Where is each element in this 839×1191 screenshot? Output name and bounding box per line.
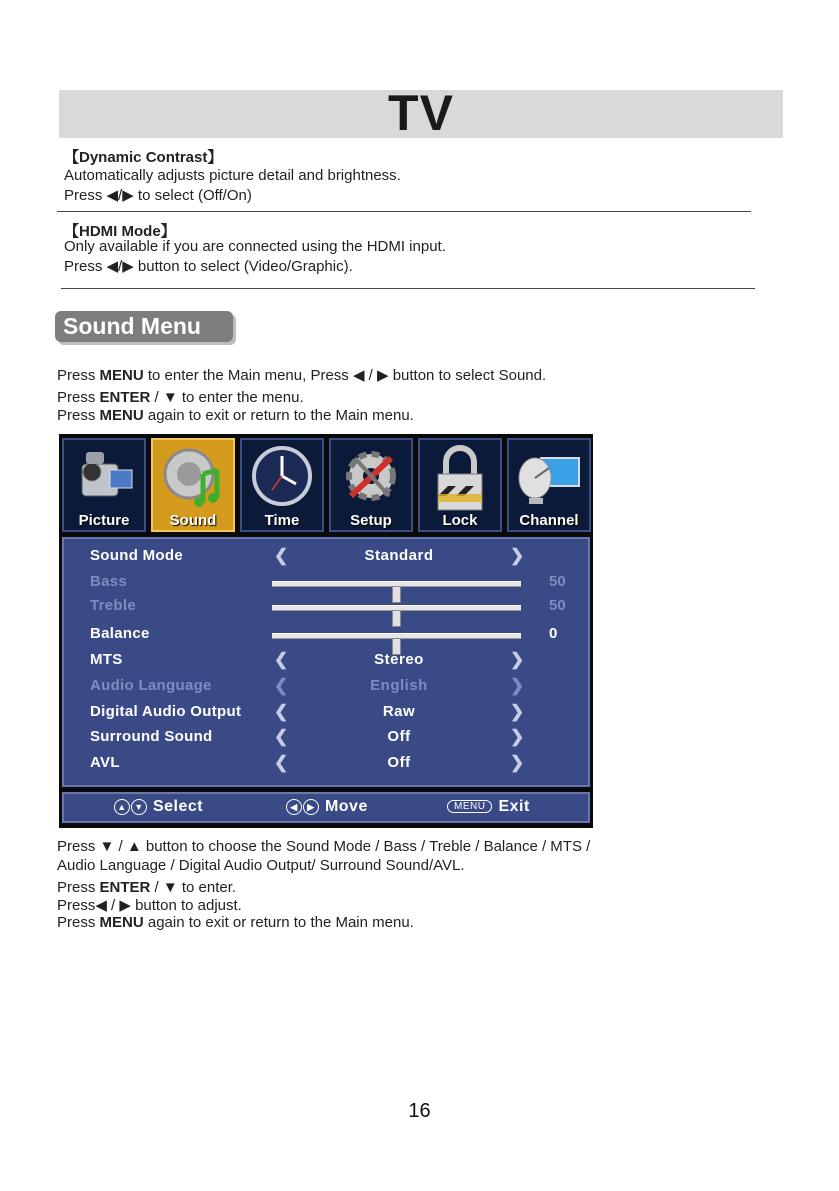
setting-value: Off [387,754,411,771]
banner-title: TV [388,85,454,141]
setting-label: AVL [90,754,120,771]
chevron-right-icon[interactable]: ❯ [510,650,525,669]
intro-line-1: Press MENU to enter the Main menu, Press ◀ / ▶ button to select Sound. [57,367,547,384]
bass-slider[interactable] [272,581,521,587]
instruction-line-2: Audio Language / Digital Audio Output/ Surround Sound/AVL. [57,857,465,874]
chevron-left-icon[interactable]: ❮ [274,727,289,746]
tab-label: Sound [169,512,217,529]
setting-label: Balance [90,625,150,642]
chevron-right-icon[interactable]: ❯ [510,702,525,721]
divider [61,288,755,289]
chevron-left-icon[interactable]: ❮ [274,546,289,565]
setting-label: MTS [90,651,123,668]
right-arrow-icon: ▶ [303,799,319,815]
tab-channel[interactable] [507,438,591,532]
instruction-line-3: Press ENTER / ▼ to enter. [57,879,237,896]
setting-row-digital-audio-output[interactable] [64,701,588,725]
tab-label: Lock [442,512,478,529]
up-arrow-icon: ▲ [114,799,130,815]
tab-lock[interactable] [418,438,502,532]
dynamic-contrast-desc: Automatically adjusts picture detail and brightness. [64,167,401,184]
setting-label: Audio Language [90,677,212,694]
left-arrow-icon: ◀ [286,799,302,815]
menu-tab-bar [62,438,590,532]
chevron-right-icon[interactable]: ❯ [510,753,525,772]
balance-slider[interactable] [272,633,521,639]
instruction-line-5: Press MENU again to exit or return to the Main menu. [57,914,414,931]
setting-label: Surround Sound [90,728,213,745]
setting-label: Digital Audio Output [90,703,242,720]
down-arrow-icon: ▼ [131,799,147,815]
setting-label: Treble [90,597,136,614]
chevron-right-icon[interactable]: ❯ [510,546,525,565]
setting-row-mts[interactable] [64,649,588,673]
intro-line-2: Press ENTER / ▼ to enter the menu. [57,389,304,406]
tab-label: Picture [78,512,130,529]
tab-sound[interactable] [151,438,235,532]
setting-value: 50 [549,573,566,590]
setting-label: Bass [90,573,128,590]
tab-label: Setup [350,512,392,529]
chevron-left-icon[interactable]: ❮ [274,702,289,721]
hint-exit: MENU Exit [447,798,530,816]
satellite-dish-icon [515,444,585,514]
setting-value: Standard [364,547,434,564]
setting-value: Off [387,728,411,745]
tab-time[interactable] [240,438,324,532]
instruction-line-4: Press◀ / ▶ button to adjust. [57,897,242,914]
hint-select: ▲ ▼ Select [114,798,203,816]
page-banner [59,85,783,141]
divider [57,211,751,212]
setting-row-surround-sound[interactable] [64,726,588,750]
setting-value: 50 [549,597,566,614]
tab-picture[interactable] [62,438,146,532]
setting-row-treble[interactable] [64,595,588,619]
camcorder-icon [70,444,140,514]
setting-value: English [370,677,428,694]
hdmi-mode-instr: Press ◀/▶ button to select (Video/Graphic). [64,258,353,275]
gear-tools-icon [337,444,407,514]
chevron-right-icon[interactable]: ❯ [510,676,525,695]
dynamic-contrast-instr: Press ◀/▶ to select (Off/On) [64,187,252,204]
chevron-right-icon[interactable]: ❯ [510,727,525,746]
hdmi-mode-desc: Only available if you are connected using the HDMI input. [64,238,446,255]
dynamic-contrast-heading: 【Dynamic Contrast】 [64,149,223,166]
setting-value: Raw [382,703,416,720]
intro-line-3: Press MENU again to exit or return to the Main menu. [57,407,414,424]
tab-label: Channel [519,512,579,529]
tab-setup[interactable] [329,438,413,532]
setting-value: 0 [549,625,558,642]
tv-sound-menu-screen [59,434,593,828]
sound-menu-title: Sound Menu [55,311,233,342]
menu-footer-hints [62,792,590,823]
instruction-line-1: Press ▼ / ▲ button to choose the Sound Mode / Bass / Treble / Balance / MTS / [57,838,591,855]
setting-value: Stereo [374,651,424,668]
setting-row-avl[interactable] [64,752,588,776]
chevron-left-icon[interactable]: ❮ [274,650,289,669]
padlock-icon [426,444,496,514]
page-number: 16 [408,1100,431,1122]
setting-row-sound-mode[interactable] [64,545,588,569]
chevron-left-icon[interactable]: ❮ [274,676,289,695]
setting-row-balance[interactable] [64,623,588,647]
hdmi-mode-heading: 【HDMI Mode】 [64,223,176,240]
setting-row-bass[interactable] [64,571,588,595]
setting-label: Sound Mode [90,547,183,564]
speaker-music-icon [159,444,229,514]
setting-row-audio-language[interactable] [64,675,588,699]
hint-move: ◀ ▶ Move [286,798,368,816]
sound-settings-panel [62,537,590,787]
menu-key-icon: MENU [447,800,492,813]
clock-icon [248,444,318,514]
tab-label: Time [264,512,300,529]
chevron-left-icon[interactable]: ❮ [274,753,289,772]
treble-slider[interactable] [272,605,521,611]
